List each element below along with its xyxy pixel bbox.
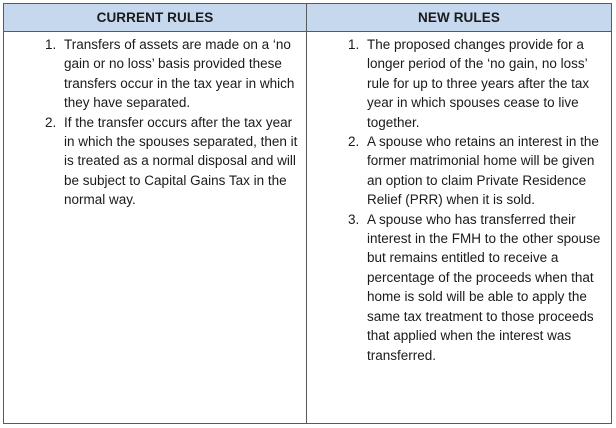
current-rule-item: 2. If the transfer occurs after the tax year in which the spouses separated, then it is treated as a normal disposal and will be subject to Capital Gains Tax in the normal way. [60,113,302,210]
current-rules-list [4,35,302,210]
new-rule-item: 3. A spouse who has transferred their interest in the FMH to the other spouse but remains entitled to receive a percentage of the proceeds when that home is sold will be able to apply the same tax treatment to those proceeds that applied when the interest was transferred. [363,210,607,365]
new-rule-item: 1. The proposed changes provide for a longer period of the ‘no gain, no loss’ rule for up to three years after the tax year in which spouses cease to live together. [363,35,607,132]
new-rules-list [307,35,607,365]
current-rule-item: 1. Transfers of assets are made on a ‘no gain or no loss’ basis provided these transfers occur in the tax year in which they have separated. [60,35,302,113]
current-rules-cell [4,32,307,424]
current-rules-header: CURRENT RULES [4,4,307,32]
header-row [4,4,612,32]
rules-row [4,32,612,424]
new-rules-cell [307,32,612,424]
new-rule-item: 2. A spouse who retains an interest in the former matrimonial home will be given an option to claim Private Residence Relief (PRR) when it is sold. [363,132,607,210]
rules-comparison-table [3,3,612,424]
new-rules-header: NEW RULES [307,4,612,32]
